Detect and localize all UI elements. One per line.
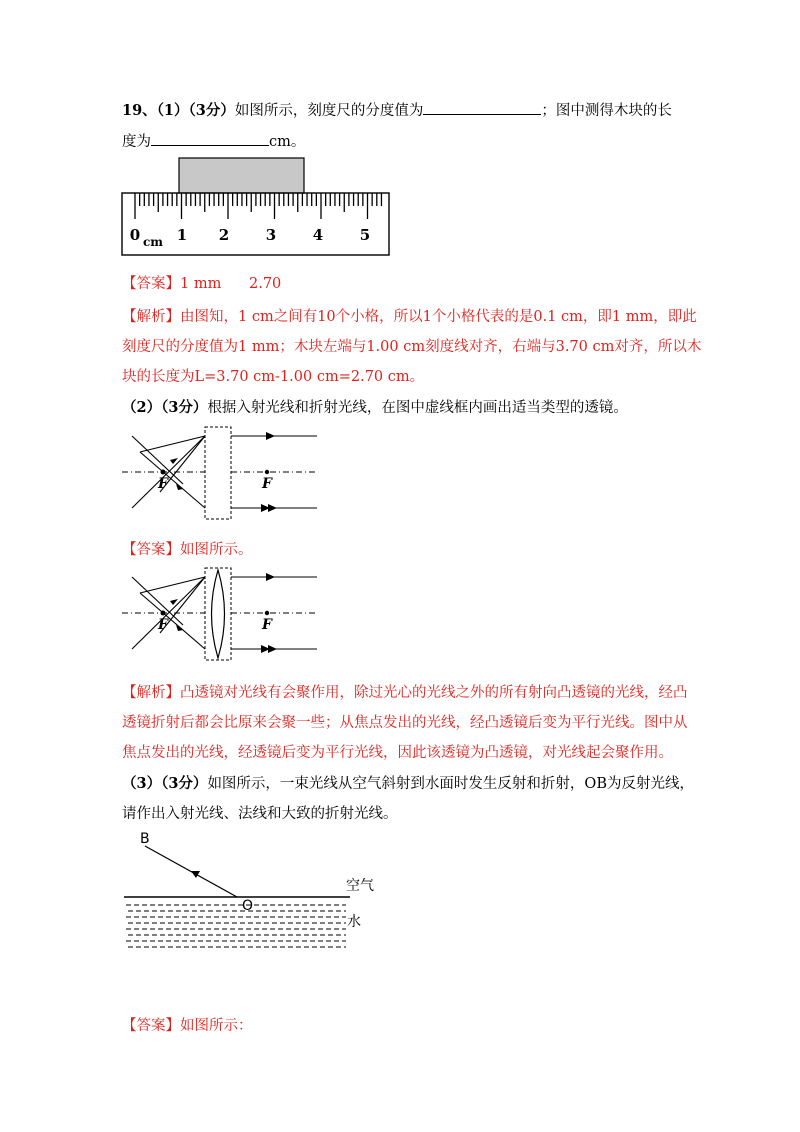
part3-answer-tag: 【答案】	[122, 1018, 180, 1034]
focus-left-label-answer: F	[158, 617, 168, 633]
reflected-ray-ob	[145, 846, 237, 897]
water-area	[126, 905, 346, 947]
part3-score: （3分）	[161, 775, 208, 792]
ruler-label-0: 0	[129, 226, 141, 244]
part3-answer-text: 如图所示：	[180, 1018, 253, 1034]
part1-score: （3分）	[188, 102, 235, 119]
part3-answer	[122, 1016, 253, 1036]
part2-label: （2）	[122, 399, 162, 416]
focus-right-label: F	[262, 476, 272, 492]
focus-left-label: F	[158, 476, 168, 492]
part2-score: （3分）	[161, 399, 208, 416]
part1-analysis-2: 刻度尺的分度值为1 mm；木块左端与1.00 cm刻度线对齐，右端与3.70 cm对齐，所以木	[122, 339, 702, 355]
part1-analysis-tag: 【解析】	[122, 309, 180, 325]
ruler-unit-label: cm	[142, 235, 164, 249]
ruler-label-2: 2	[218, 226, 230, 244]
ruler-label-3: 3	[265, 226, 277, 244]
point-o-label: O	[242, 898, 254, 914]
ruler-label-1: 1	[176, 226, 188, 244]
part2-text: 根据入射光线和折射光线，在图中虚线框内画出适当类型的透镜。	[207, 400, 628, 416]
part1-label: （1）	[156, 102, 189, 119]
part2-analysis-3: 焦点发出的光线，经透镜后变为平行光线，因此该透镜为凸透镜，对光线起会聚作用。	[122, 745, 673, 761]
part2-answer-tag: 【答案】	[122, 542, 180, 558]
point-b-label: B	[140, 831, 150, 847]
part1-text-a-end: ；图中测得木块的长	[541, 103, 672, 119]
water-label: 水	[347, 914, 361, 930]
part1-answer-tag: 【答案】	[122, 276, 180, 292]
part1-unit: cm。	[269, 134, 306, 150]
ruler-label-4: 4	[312, 226, 324, 244]
ruler-label-5: 5	[359, 226, 371, 244]
part2-analysis-2: 透镜折射后都会比原来会聚一些；从焦点发出的光线，经凸透镜后变为平行光线。图中从	[122, 715, 688, 731]
part1-analysis-3: 块的长度为L=3.70 cm-1.00 cm=2.70 cm。	[122, 369, 425, 385]
part1-analysis-line-1: 由图知，1 cm之间有10个小格，所以1个小格代表的是0.1 cm，即1 mm，即此	[180, 309, 697, 325]
part1-answer-text: 1 mm 2.70	[180, 276, 282, 292]
part2-analysis-line-1: 凸透镜对光线有会聚作用，除过光心的光线之外的所有射向凸透镜的光线，经凸	[180, 685, 688, 701]
part2-analysis-tag: 【解析】	[122, 685, 180, 701]
focus-right-label-answer: F	[262, 617, 272, 633]
part1-text-b: 度为	[122, 134, 151, 150]
question-number: 19、	[122, 102, 157, 119]
q19-part3-line2: 请作出入射光线、法线和大致的折射光线。	[122, 806, 398, 822]
part2-answer-text: 如图所示。	[180, 542, 253, 558]
air-label: 空气	[346, 878, 374, 894]
part3-label: （3）	[122, 775, 162, 792]
part3-text-a: 如图所示，一束光线从空气斜射到水面时发生反射和折射，OB为反射光线，	[207, 776, 694, 792]
part1-text-a: 如图所示，刻度尺的分度值为	[234, 103, 424, 119]
